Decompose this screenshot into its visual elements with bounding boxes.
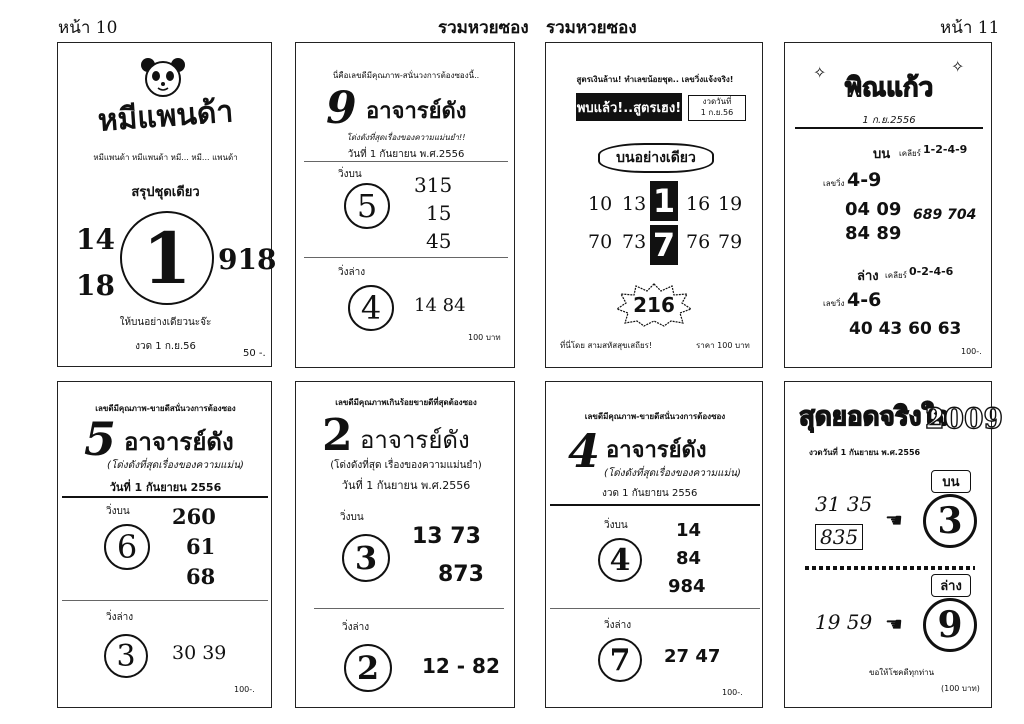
number: 10 bbox=[588, 193, 613, 215]
card-number: 5 bbox=[84, 412, 117, 466]
header-title-left: รวมหวยซอง bbox=[438, 18, 529, 38]
price: 100-. bbox=[234, 685, 255, 694]
card-number: 4 bbox=[568, 424, 601, 478]
bottom-numbers: 27 47 bbox=[664, 646, 721, 667]
card-pinkaew bbox=[784, 42, 992, 368]
top-digit-circle: 3 bbox=[923, 494, 977, 548]
triple-numbers: 689 704 bbox=[913, 207, 977, 223]
bottom-digit-circle: 2 bbox=[344, 644, 392, 692]
top-digit-circle: 6 bbox=[104, 524, 150, 570]
top-number: 61 bbox=[186, 534, 216, 559]
card-4-ajarn bbox=[545, 381, 763, 708]
top-triple: 835 bbox=[815, 524, 863, 550]
bottom-label: วิ่งล่าง bbox=[106, 612, 134, 623]
top-label: วิ่งบน bbox=[106, 506, 130, 517]
main-digit-circle: 1 bbox=[120, 211, 214, 305]
pair-number: 18 bbox=[76, 269, 115, 302]
bottom-digit-circle: 9 bbox=[923, 598, 977, 652]
set-label: เคลียร์ bbox=[899, 149, 921, 158]
card-slogan: โด่งดังที่สุดเรื่องของความแม่นยำ!! bbox=[346, 133, 466, 142]
run-label: เลขวิ่ง bbox=[823, 179, 845, 188]
pointing-hand-icon: ☚ bbox=[885, 612, 903, 636]
top-number: 873 bbox=[438, 562, 484, 587]
run-number: 4-9 bbox=[847, 169, 882, 191]
price: (100 บาท) bbox=[941, 684, 980, 693]
top-label: วิ่งบน bbox=[338, 169, 362, 180]
main-digit-box: 7 bbox=[650, 225, 678, 265]
number: 73 bbox=[622, 231, 647, 253]
number: 19 bbox=[718, 193, 743, 215]
card-date: วันที่ 1 กันยายน พ.ศ.2556 bbox=[341, 479, 471, 492]
card-date: งวด 1 กันยายน 2556 bbox=[602, 488, 698, 499]
card-date: งวดวันที่ 1 กันยายน พ.ศ.2556 bbox=[809, 448, 921, 457]
bottom-digit-circle: 3 bbox=[104, 634, 148, 678]
price: 100-. bbox=[722, 688, 743, 697]
card-title: อาจารย์ดัง bbox=[360, 426, 470, 454]
card-note: ให้บนอย่างเดียวนะจ๊ะ bbox=[119, 317, 212, 328]
card-subtitle: หมีแพนด้า หมีแพนด้า หมี... หมี... แพนด้า bbox=[93, 153, 238, 162]
number: 13 bbox=[622, 193, 647, 215]
card-date: งวด 1 ก.ย.56 bbox=[135, 341, 196, 352]
bottom-digit-circle: 4 bbox=[348, 285, 394, 331]
footer-left: ที่นี่โดย สามสหัสสุขเสถียร! bbox=[560, 341, 653, 350]
page-number-left: หน้า 10 bbox=[58, 18, 118, 38]
card-2-ajarn bbox=[295, 381, 515, 708]
bottom-label: ล่าง bbox=[931, 574, 971, 597]
top-label: บน bbox=[873, 147, 891, 162]
top-number: 68 bbox=[186, 564, 216, 589]
bottom-numbers: 12 - 82 bbox=[422, 654, 500, 678]
top-pairs: 31 35 bbox=[815, 492, 873, 516]
card-slogan: (โด่งดังที่สุดเรื่องของความแม่น) bbox=[107, 460, 244, 471]
bottom-pairs: 19 59 bbox=[815, 610, 873, 634]
bottom-label: วิ่งล่าง bbox=[338, 267, 366, 278]
card-title: อาจารย์ดัง bbox=[366, 99, 467, 124]
top-digit-circle: 3 bbox=[342, 534, 390, 582]
card-tagline: เลขดีมีคุณภาพ-ขายดีสนั่นวงการต้องซอง bbox=[95, 404, 236, 413]
card-note: ขอให้โชคดีทุกท่าน bbox=[869, 668, 935, 677]
pair-number: 14 bbox=[76, 223, 115, 256]
bottom-digit-circle: 7 bbox=[598, 638, 642, 682]
bottom-label: วิ่งล่าง bbox=[342, 622, 370, 633]
bottom-label: วิ่งล่าง bbox=[604, 620, 632, 631]
bottom-pairs: 40 43 60 63 bbox=[849, 319, 962, 339]
card-sudyod-jingjai bbox=[784, 381, 1003, 708]
top-number: 315 bbox=[414, 173, 453, 197]
run-number: 4-6 bbox=[847, 289, 882, 311]
card-date: 1 ก.ย.2556 bbox=[862, 115, 916, 126]
card-tagline: นี่คือเลขดีมีคุณภาพ-สนั่นวงการต้องซองนี้.. bbox=[332, 71, 480, 80]
top-digit-circle: 4 bbox=[598, 538, 642, 582]
pair-numbers: 84 89 bbox=[845, 223, 902, 244]
card-tagline: สูตรเงินล้าน! ทำเลขน้อยชุด.. เลขวิ่งแจ้งจริง! bbox=[576, 75, 734, 84]
page-number-right: หน้า 11 bbox=[940, 18, 1000, 38]
star-icon: ✧ bbox=[813, 63, 827, 82]
top-label: วิ่งบน bbox=[604, 520, 628, 531]
card-slogan: (โด่งดังที่สุด เรื่องของความแม่นยำ) bbox=[330, 460, 482, 471]
card-title: อาจารย์ดัง bbox=[606, 438, 707, 463]
bottom-numbers: 14 84 bbox=[414, 295, 466, 316]
top-label: วิ่งบน bbox=[340, 512, 364, 523]
card-title: หมีแพนด้า bbox=[96, 94, 235, 139]
set-label: เคลียร์ bbox=[885, 271, 907, 280]
top-number: 84 bbox=[676, 548, 702, 569]
run-label: เลขวิ่ง bbox=[823, 299, 845, 308]
card-9-ajarn bbox=[295, 42, 515, 368]
draw-date-box: งวดวันที่ 1 ก.ย.56 bbox=[688, 95, 746, 121]
card-year: 2009 bbox=[925, 402, 1003, 435]
card-panda bbox=[57, 42, 277, 367]
top-number: 15 bbox=[426, 201, 452, 225]
card-number: 9 bbox=[326, 83, 357, 134]
bottom-label: ล่าง bbox=[857, 269, 879, 284]
price: 50 -. bbox=[243, 348, 266, 359]
top-number: 984 bbox=[668, 576, 706, 597]
top-number: 13 73 bbox=[412, 524, 481, 549]
number: 70 bbox=[588, 231, 613, 253]
main-digit-box: 1 bbox=[650, 181, 678, 221]
triple-number: 918 bbox=[218, 243, 277, 276]
card-5-ajarn bbox=[57, 381, 272, 708]
card-number: 2 bbox=[322, 410, 353, 461]
number: 79 bbox=[718, 231, 743, 253]
top-number: 14 bbox=[676, 520, 702, 541]
card-formula bbox=[545, 42, 763, 368]
bottom-numbers: 30 39 bbox=[172, 642, 227, 664]
card-title: สุดยอดจริงใจ bbox=[799, 402, 950, 432]
card-date: วันที่ 1 กันยายน พ.ศ.2556 bbox=[347, 149, 465, 160]
card-tagline: เลขดีมีคุณภาพ-ขายดีสนั่นวงการต้องซอง bbox=[584, 412, 726, 421]
star-icon: ✧ bbox=[951, 57, 965, 76]
mode-badge: บนอย่างเดียว bbox=[598, 143, 714, 173]
summary-label: สรุปชุดเดียว bbox=[131, 185, 200, 200]
header-title-right: รวมหวยซอง bbox=[546, 18, 637, 38]
card-slogan: (โด่งดังที่สุดเรื่องของความแม่น) bbox=[604, 468, 741, 479]
top-label: บน bbox=[931, 470, 971, 493]
pair-numbers: 04 09 bbox=[845, 199, 902, 220]
pointing-hand-icon: ☚ bbox=[885, 508, 903, 532]
card-date: วันที่ 1 กันยายน 2556 bbox=[109, 481, 222, 494]
price: 100 บาท bbox=[468, 333, 501, 342]
bottom-set: 0-2-4-6 bbox=[909, 265, 954, 278]
card-tagline: เลขดีมีคุณภาพเกินร้อยขายดีที่สุดต้องซอง bbox=[335, 398, 477, 407]
top-number: 260 bbox=[172, 504, 216, 529]
top-number: 45 bbox=[426, 229, 452, 253]
number: 76 bbox=[686, 231, 711, 253]
star-number: 216 bbox=[633, 293, 675, 317]
top-digit-circle: 5 bbox=[344, 183, 390, 229]
number: 16 bbox=[686, 193, 711, 215]
banner: พบแล้ว!..สูตรเฮง! bbox=[576, 93, 682, 121]
card-title: พิณแก้ว bbox=[844, 73, 934, 103]
top-set: 1-2-4-9 bbox=[923, 143, 968, 156]
price: 100-. bbox=[961, 347, 982, 356]
card-title: อาจารย์ดัง bbox=[124, 428, 234, 456]
price: ราคา 100 บาท bbox=[696, 341, 750, 350]
